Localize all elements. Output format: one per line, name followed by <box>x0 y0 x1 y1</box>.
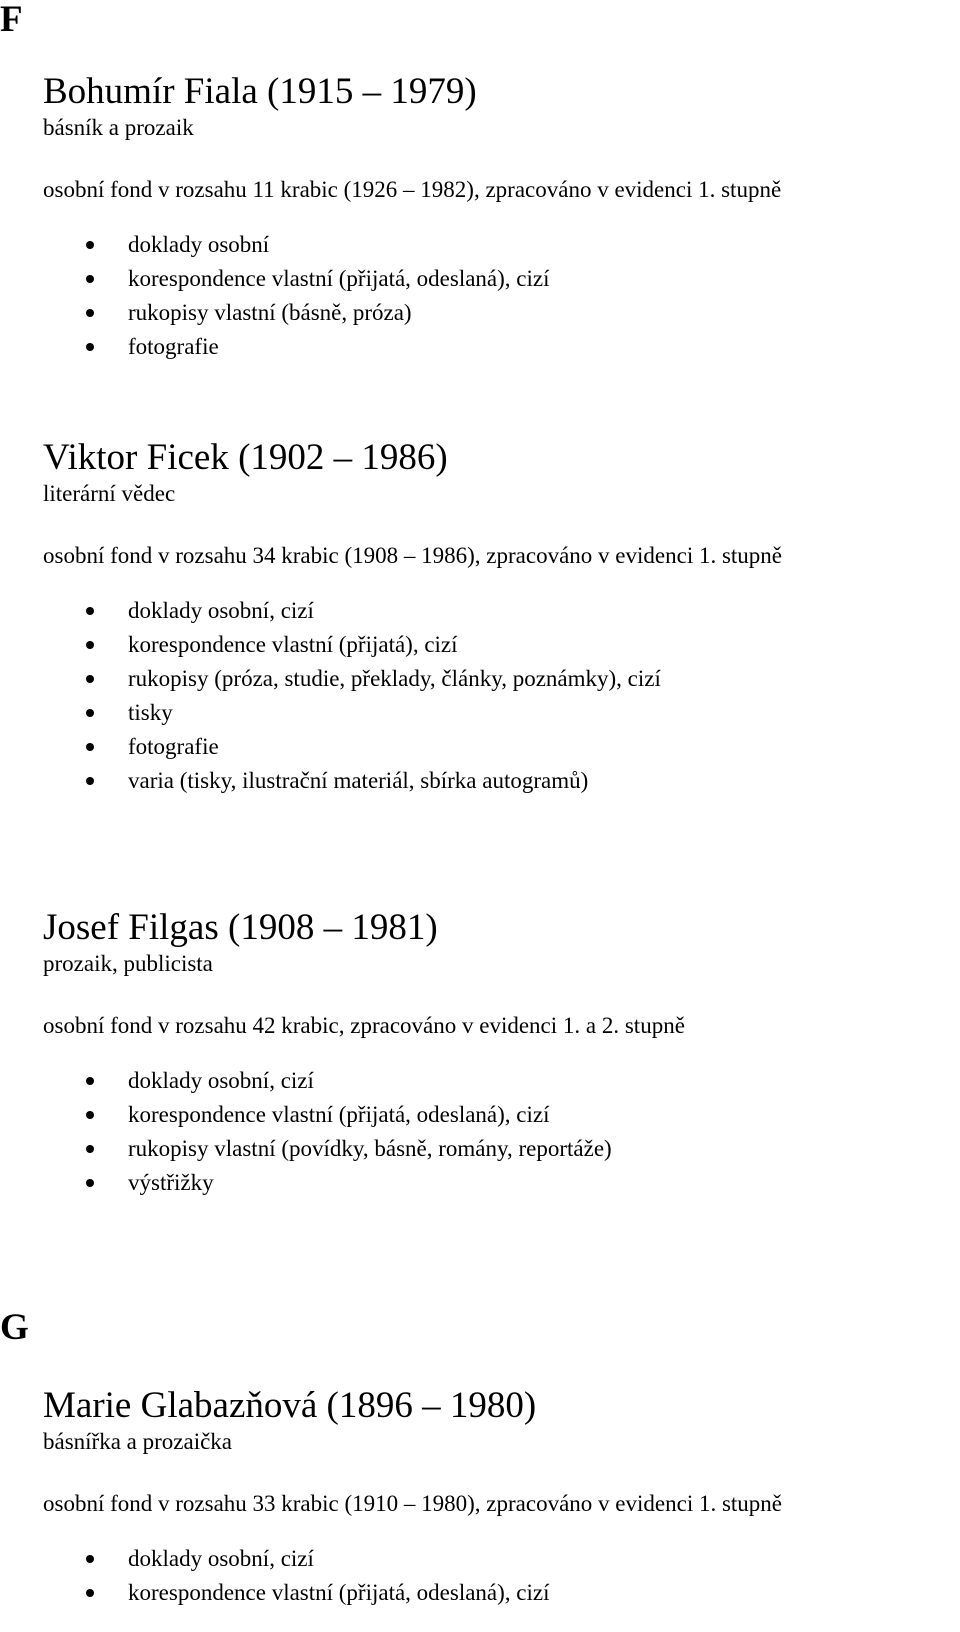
entry-filgas <box>43 908 960 1200</box>
entry-role: básnířka a prozaička <box>43 1429 233 1454</box>
list-item <box>43 228 960 262</box>
entry-ficek <box>43 438 960 798</box>
entry-items-list <box>43 1542 960 1610</box>
bullet-icon <box>86 1077 94 1085</box>
list-item-text: korespondence vlastní (přijatá), cizí <box>128 632 458 657</box>
list-item <box>43 262 960 296</box>
list-item-text: korespondence vlastní (přijatá, odeslaná), cizí <box>128 1580 550 1605</box>
list-item <box>43 330 960 364</box>
list-item-text: fotografie <box>128 334 219 359</box>
entry-name: Viktor Ficek (1902 – 1986) <box>43 437 448 478</box>
list-item-text: korespondence vlastní (přijatá, odeslaná), cizí <box>128 1102 550 1127</box>
entry-name: Josef Filgas (1908 – 1981) <box>43 907 438 948</box>
entry-name: Bohumír Fiala (1915 – 1979) <box>43 71 477 112</box>
list-item <box>43 1542 960 1576</box>
bullet-icon <box>86 1179 94 1187</box>
entry-role: prozaik, publicista <box>43 951 213 976</box>
list-item-text: rukopisy vlastní (povídky, básně, romány, reportáže) <box>128 1136 612 1161</box>
list-item <box>43 1576 960 1610</box>
list-item-text: doklady osobní, cizí <box>128 1546 314 1571</box>
entry-items-list <box>43 1064 960 1200</box>
list-item <box>43 764 960 798</box>
list-item <box>43 628 960 662</box>
list-item <box>43 296 960 330</box>
entry-fiala <box>43 72 960 364</box>
list-item <box>43 730 960 764</box>
list-item-text: fotografie <box>128 734 219 759</box>
entry-fond-description: osobní fond v rozsahu 11 krabic (1926 – 1982), zpracováno v evidenci 1. stupně <box>43 177 782 202</box>
list-item-text: rukopisy (próza, studie, překlady, články, poznámky), cizí <box>128 666 661 691</box>
bullet-icon <box>86 309 94 317</box>
list-item <box>43 1166 960 1200</box>
bullet-icon <box>86 675 94 683</box>
section-letter-f: F <box>0 0 23 40</box>
bullet-icon <box>86 1145 94 1153</box>
list-item-text: doklady osobní <box>128 232 270 257</box>
entry-items-list <box>43 228 960 364</box>
bullet-icon <box>86 641 94 649</box>
bullet-icon <box>86 1111 94 1119</box>
bullet-icon <box>86 777 94 785</box>
section-letter-g: G <box>0 1307 29 1348</box>
entry-role: básník a prozaik <box>43 115 194 140</box>
bullet-icon <box>86 343 94 351</box>
bullet-icon <box>86 1589 94 1597</box>
bullet-icon <box>86 241 94 249</box>
list-item <box>43 1064 960 1098</box>
entry-fond-description: osobní fond v rozsahu 34 krabic (1908 – 1986), zpracováno v evidenci 1. stupně <box>43 543 783 568</box>
entry-fond-description: osobní fond v rozsahu 42 krabic, zpracováno v evidenci 1. a 2. stupně <box>43 1013 685 1038</box>
entry-name: Marie Glabazňová (1896 – 1980) <box>43 1385 537 1426</box>
list-item-text: varia (tisky, ilustrační materiál, sbírka autogramů) <box>128 768 589 793</box>
list-item-text: doklady osobní, cizí <box>128 1068 314 1093</box>
bullet-icon <box>86 607 94 615</box>
list-item <box>43 1132 960 1166</box>
bullet-icon <box>86 275 94 283</box>
bullet-icon <box>86 743 94 751</box>
entry-fond-description: osobní fond v rozsahu 33 krabic (1910 – 1980), zpracováno v evidenci 1. stupně <box>43 1491 783 1516</box>
bullet-icon <box>86 1555 94 1563</box>
list-item-text: rukopisy vlastní (básně, próza) <box>128 300 412 325</box>
bullet-icon <box>86 709 94 717</box>
list-item <box>43 662 960 696</box>
list-item-text: tisky <box>128 700 173 725</box>
list-item <box>43 696 960 730</box>
list-item <box>43 1098 960 1132</box>
list-item <box>43 594 960 628</box>
list-item-text: korespondence vlastní (přijatá, odeslaná), cizí <box>128 266 550 291</box>
entry-glabaznova <box>43 1386 960 1610</box>
list-item-text: výstřižky <box>128 1170 214 1195</box>
entry-items-list <box>43 594 960 798</box>
entry-role: literární vědec <box>43 481 176 506</box>
list-item-text: doklady osobní, cizí <box>128 598 314 623</box>
